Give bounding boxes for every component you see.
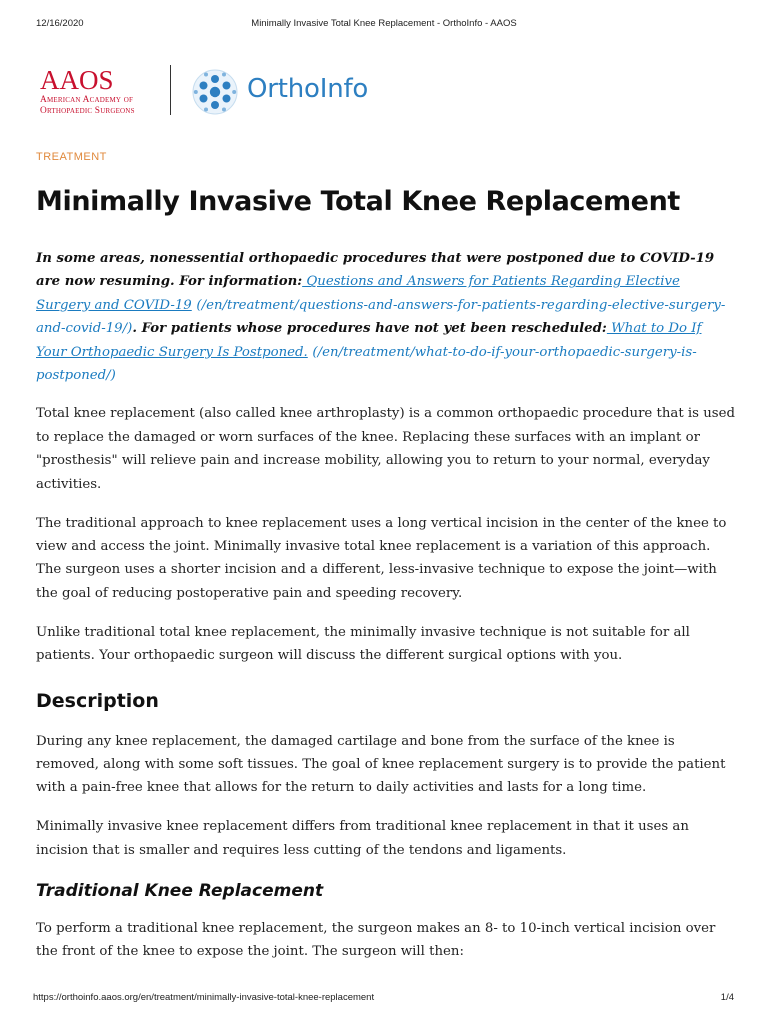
- article-body: [36, 247, 736, 979]
- description-heading: Description: [36, 689, 159, 712]
- elective-surgery-covid-link[interactable]: Questions and Answers for Patients Regarding Elective Surgery and COVID-19: [36, 274, 680, 313]
- aaos-wordmark: AAOS: [40, 65, 114, 95]
- surgery-postponed-link[interactable]: What to Do If Your Orthopaedic Surgery Is Postponed.: [36, 321, 702, 360]
- intro-paragraph-3: Unlike traditional total knee replacement, the minimally invasive technique is not suitable for all patients. Your orthopaedic surgeon will discuss the different surgical options with you.: [36, 624, 690, 664]
- orthoinfo-wordmark[interactable]: OrthoInfo: [247, 74, 369, 104]
- elective-surgery-covid-url[interactable]: (/en/treatment/questions-and-answers-for-patients-regarding-elective-surgery-and-covid-19/): [36, 297, 726, 337]
- site-logos: [40, 64, 440, 120]
- intro-paragraph-2: The traditional approach to knee replacement uses a long vertical incision in the center of the knee to view and access the joint. Minimally invasive total knee replacement is a variation of this approach. The surgeon uses a shorter incision and a different, less-invasive technique to expose the joint—with the goal of reducing postoperative pain and speeding recovery.: [36, 515, 727, 601]
- surgery-postponed-url[interactable]: (/en/treatment/what-to-do-if-your-orthopaedic-surgery-is-postponed/): [36, 344, 697, 384]
- aaos-logo[interactable]: [40, 66, 152, 116]
- print-url: https://orthoinfo.aaos.org/en/treatment/minimally-invasive-total-knee-replacement: [33, 992, 375, 1003]
- orthoinfo-globe-icon[interactable]: [191, 68, 239, 116]
- traditional-heading: Traditional Knee Replacement: [36, 881, 324, 902]
- aaos-fullname-line2: Orthopaedic Surgeons: [40, 106, 135, 116]
- print-footer: [0, 992, 768, 1006]
- page-title: Minimally Invasive Total Knee Replacement: [36, 186, 680, 217]
- description-paragraph-1: During any knee replacement, the damaged cartilage and bone from the surface of the knee is removed, along with some soft tissues. The goal of knee replacement surgery is to provide the patient with a pain-free knee that allows for the return to daily activities and lasts for a long time.: [36, 733, 726, 796]
- print-header: [0, 18, 768, 32]
- print-page-title: Minimally Invasive Total Knee Replacement - OrthoInfo - AAOS: [251, 18, 517, 29]
- notice-text-1: In some areas, nonessential orthopaedic procedures that were postponed due to COVID-19 are now resuming. For information:: [36, 251, 715, 290]
- notice-text-2: . For patients whose procedures have not yet been rescheduled:: [132, 321, 607, 337]
- covid-notice: [36, 247, 736, 387]
- description-paragraph-2: Minimally invasive knee replacement differs from traditional knee replacement in that it uses an incision that is smaller and requires less cutting of the tendons and ligaments.: [36, 819, 689, 858]
- category-eyebrow[interactable]: TREATMENT: [36, 151, 107, 163]
- logo-divider: [170, 65, 171, 115]
- traditional-paragraph: To perform a traditional knee replacement, the surgeon makes an 8- to 10-inch vertical incision over the front of the knee to expose the joint. The surgeon will then:: [36, 921, 716, 960]
- intro-paragraph-1: Total knee replacement (also called knee arthroplasty) is a common orthopaedic procedure that is used to replace the damaged or worn surfaces of the knee. Replacing these surfaces with an implant or "prosthesis" will relieve pain and increase mobility, allowing you to return to your normal, everyday activities.: [36, 406, 735, 492]
- aaos-fullname-line1: American Academy of: [40, 95, 134, 105]
- print-page-number: 1/4: [720, 992, 734, 1003]
- print-date: 12/16/2020: [36, 18, 84, 29]
